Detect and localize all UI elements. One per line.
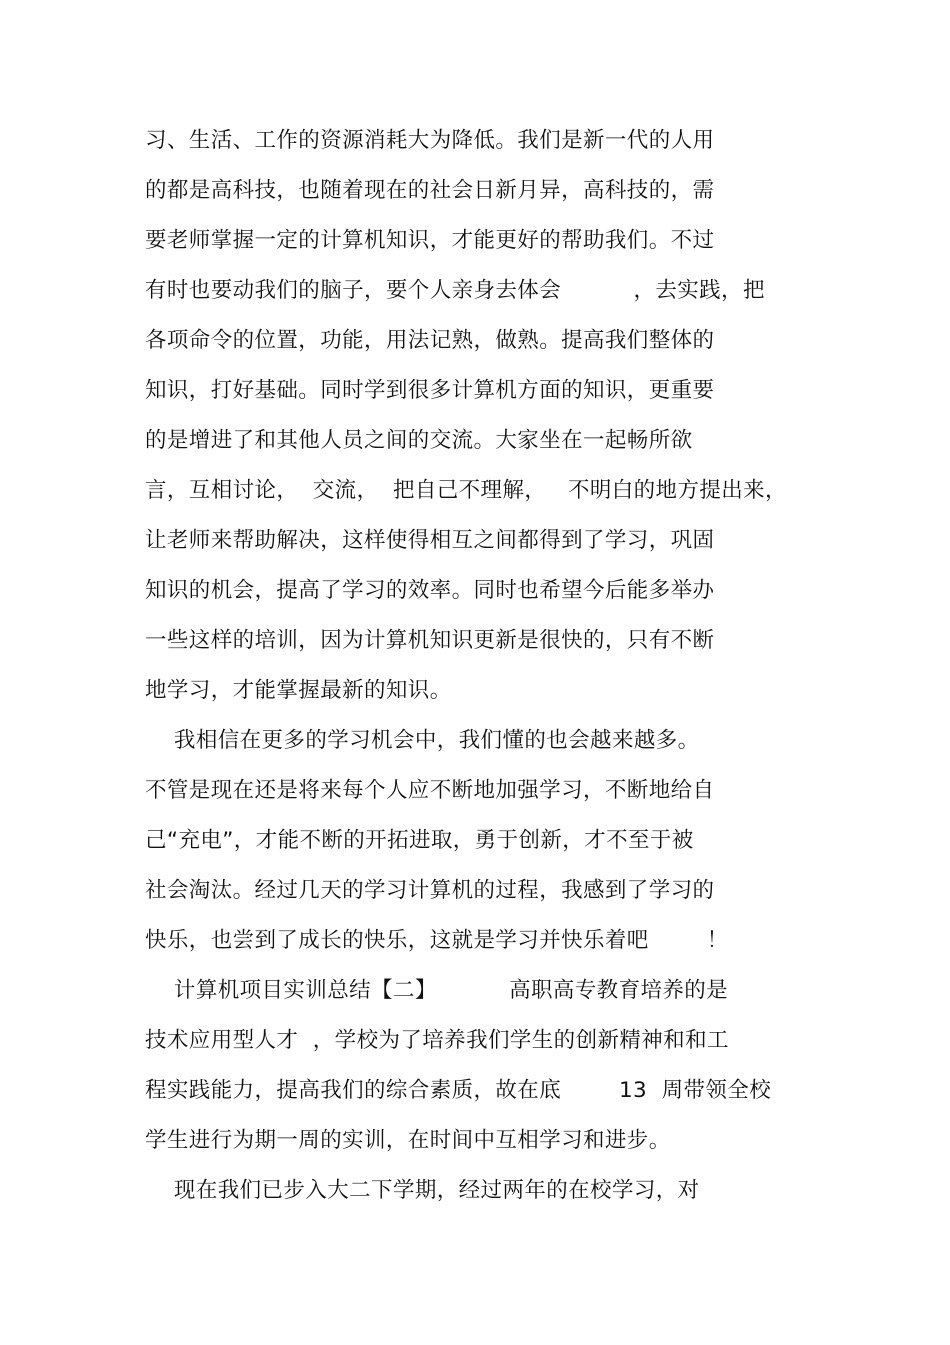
text-line: 学生进行为期一周的实训，在时间中互相学习和进步。 [145,1128,671,1153]
text-line: 知识，打好基础。同时学到很多计算机方面的知识，更重要 [145,378,715,403]
document-body [145,116,825,1216]
text-line: 快乐，也尝到了成长的快乐，这就是学习并快乐着吧 ！ [145,928,729,953]
text-line: 一些这样的培训，因为计算机知识更新是很快的，只有不断 [145,628,715,653]
paragraph-first-line: 现在我们已步入大二下学期，经过两年的在校学习，对 [145,1178,700,1203]
text-line: 社会淘汰。经过几天的学习计算机的过程，我感到了学习的 [145,878,715,903]
paragraph-first-line: 我相信在更多的学习机会中，我们懂的也会越来越多。 [145,728,700,753]
text-line: 程实践能力，提高我们的综合素质，故在底 13 周带领全校 [145,1078,772,1103]
text-line: 让老师来帮助解决，这样使得相互之间都得到了学习，巩固 [145,528,715,553]
text-line: 的都是高科技，也随着现在的社会日新月异，高科技的，需 [145,178,715,203]
text-line: 习、生活、工作的资源消耗大为降低。我们是新一代的人用 [145,128,715,153]
text-line: 要老师掌握一定的计算机知识，才能更好的帮助我们。不过 [145,228,715,253]
section-heading-line: 计算机项目实训总结【二】 高职高专教育培养的是 [145,978,729,1003]
text-line: 各项命令的位置，功能，用法记熟，做熟。提高我们整体的 [145,328,715,353]
text-line: 知识的机会，提高了学习的效率。同时也希望今后能多举办 [145,578,715,603]
text-line: 的是增进了和其他人员之间的交流。大家坐在一起畅所欲 [145,428,693,453]
text-line: 地学习，才能掌握最新的知识。 [145,678,452,703]
text-line: 不管是现在还是将来每个人应不断地加强学习，不断地给自 [145,778,715,803]
text-line: 技术应用型人才 ，学校为了培养我们学生的创新精神和和工 [145,1028,729,1053]
text-line: 己“充电”，才能不断的开拓进取，勇于创新，才不至于被 [145,828,694,853]
text-line: 有时也要动我们的脑子，要个人亲身去体会 ，去实践，把 [145,278,765,303]
text-line: 言，互相讨论， 交流， 把自己不理解， 不明白的地方提出来， [145,478,787,503]
